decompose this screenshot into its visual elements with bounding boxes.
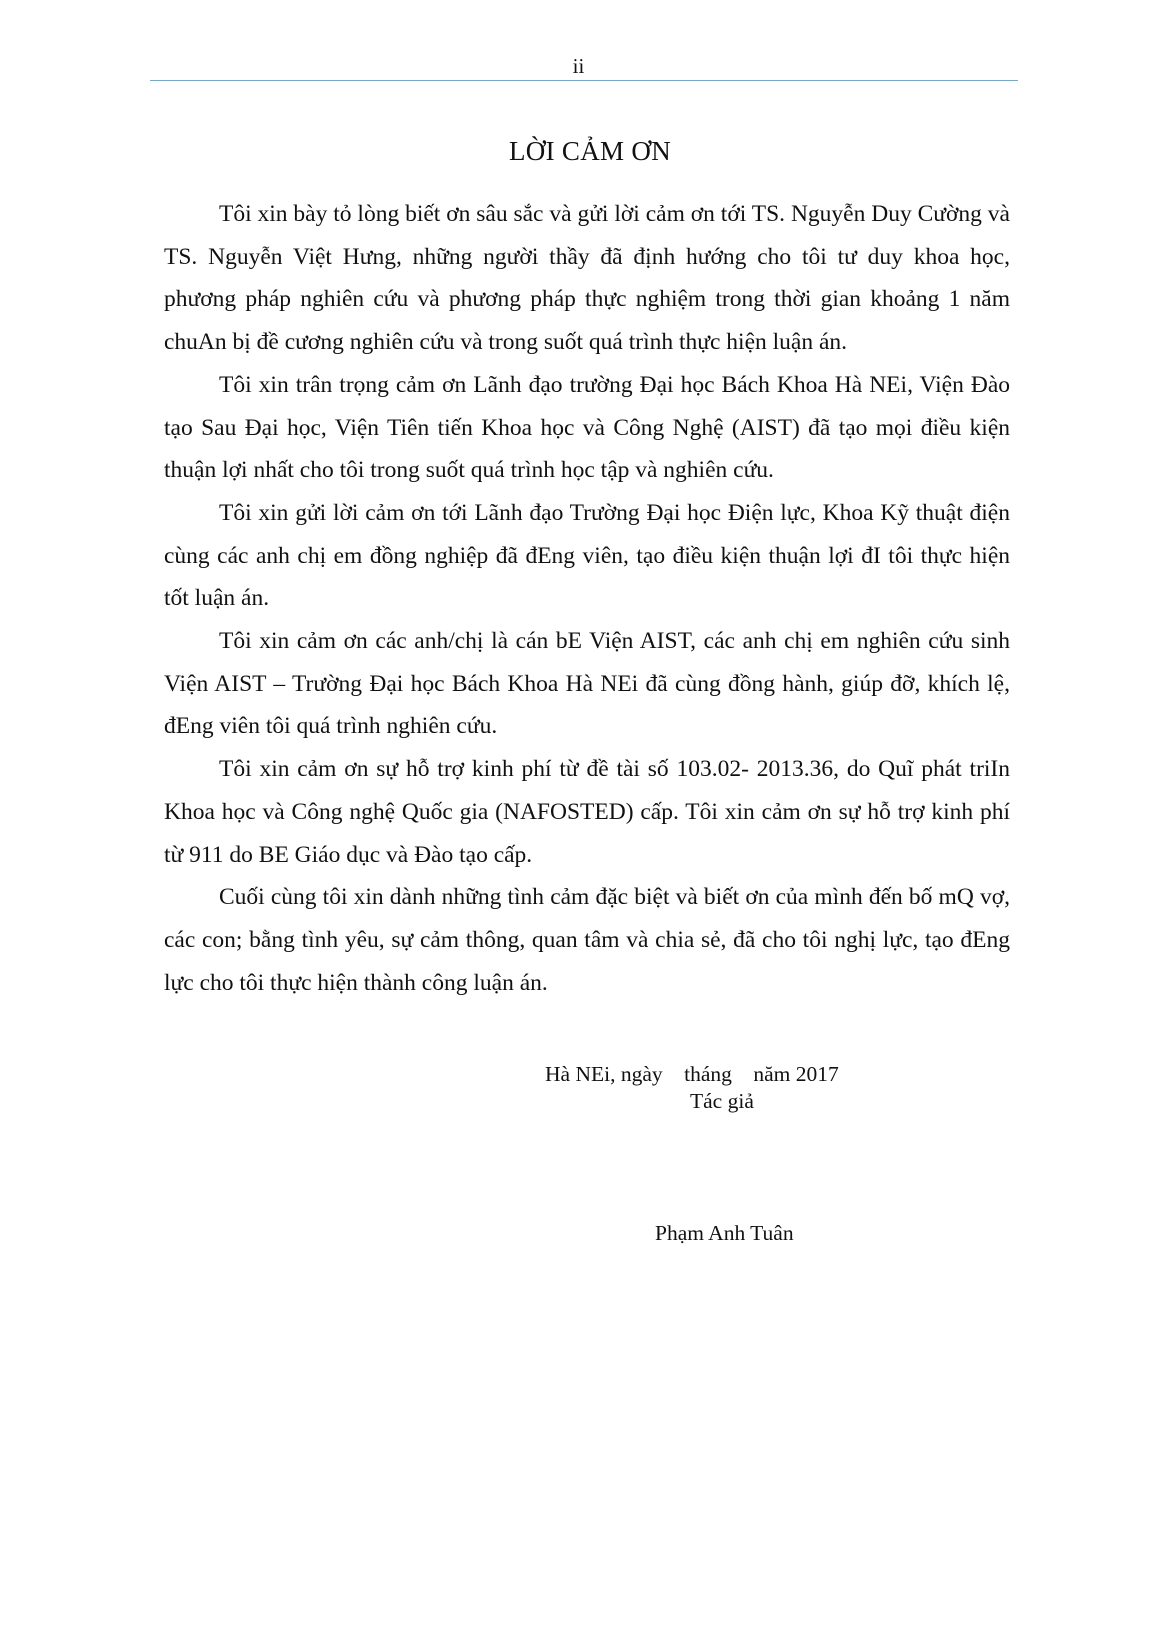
paragraph-5: Tôi xin cảm ơn sự hỗ trợ kinh phí từ đề tài số 103.02- 2013.36, do Quĩ phát triIn Khoa học và Công nghệ Quốc gia (NAFOSTED) cấp. Tôi xin cảm ơn sự hỗ trợ kinh phí từ 911 do BE Giáo dục và Đào tạo cấp.: [164, 756, 1010, 868]
signature-role: Tác giả: [690, 1089, 754, 1113]
paragraph-4: Tôi xin cảm ơn các anh/chị là cán bE Viện AIST, các anh chị em nghiên cứu sinh Viện AIST – Trường Đại học Bách Khoa Hà NEi đã cùng đồng hành, giúp đỡ, khích lệ, đEng viên tôi quá trình nghiên cứu.: [164, 628, 1010, 740]
signature-date: Hà NEi, ngày tháng năm 2017: [545, 1062, 839, 1086]
acknowledgement-body: [164, 193, 1010, 1004]
paragraph-3: Tôi xin gửi lời cảm ơn tới Lãnh đạo Trường Đại học Điện lực, Khoa Kỹ thuật điện cùng các anh chị em đồng nghiệp đã đEng viên, tạo điều kiện thuận lợi đI tôi thực hiện tốt luận án.: [164, 499, 1010, 612]
paragraph-2: Tôi xin trân trọng cảm ơn Lãnh đạo trường Đại học Bách Khoa Hà NEi, Viện Đào tạo Sau Đại học, Viện Tiên tiến Khoa học và Công Nghệ (AIST) đã tạo mọi điều kiện thuận lợi nhất cho tôi trong suốt quá trình học tập và nghiên cứu.: [164, 371, 1010, 484]
signature-name: Phạm Anh Tuân: [655, 1221, 794, 1245]
paragraph-6: Cuối cùng tôi xin dành những tình cảm đặc biệt và biết ơn của mình đến bố mQ vợ, các con; bằng tình yêu, sự cảm thông, quan tâm và chia sẻ, đã cho tôi nghị lực, tạo đEng lực cho tôi thực hiện thành công luận án.: [164, 884, 1010, 996]
header-rule: [150, 80, 1018, 81]
paragraph-1: Tôi xin bày tỏ lòng biết ơn sâu sắc và gửi lời cảm ơn tới TS. Nguyễn Duy Cường và TS. Nguyễn Việt Hưng, những người thầy đã định hướng cho tôi tư duy khoa học, phương pháp nghiên cứu và phương pháp thực nghiệm trong thời gian khoảng 1 năm chuAn bị đề cương nghiên cứu và trong suốt quá trình thực hiện luận án.: [164, 201, 1010, 356]
page-number: ii: [572, 54, 585, 78]
page-title: LỜI CẢM ƠN: [509, 136, 671, 166]
